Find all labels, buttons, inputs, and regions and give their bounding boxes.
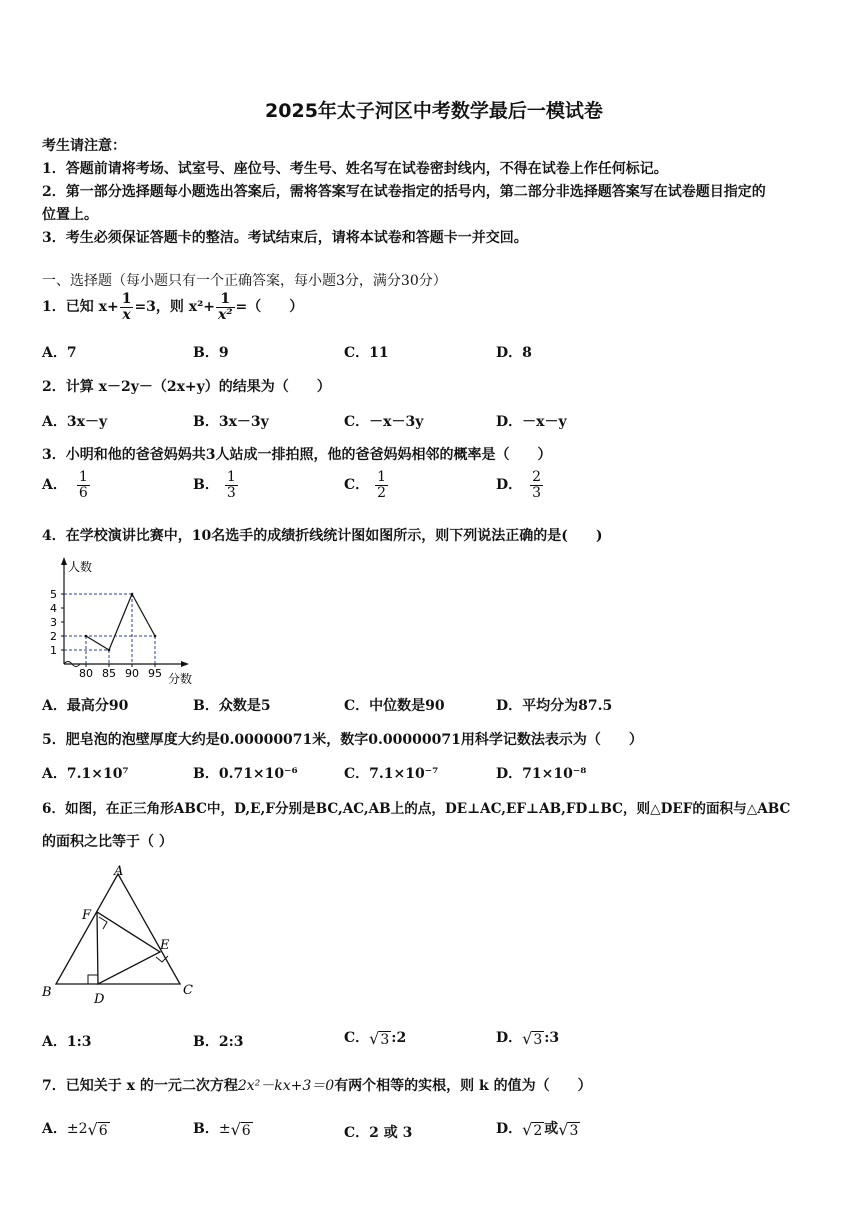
q7-option-a-prefix: ±2 [66, 1121, 88, 1137]
vertex-label-a: A [114, 864, 124, 879]
q3-option-d-num: 2 [532, 469, 542, 485]
x-axis-label: 分数 [168, 672, 193, 686]
q1-option-b[interactable]: B．9 [193, 345, 229, 361]
q2-option-d[interactable]: D．－x－y [496, 414, 567, 430]
q1-mid: =3，则 x²+ [134, 299, 216, 316]
q3-option-d-label: D． [496, 477, 523, 494]
q1-fraction-1 [120, 292, 134, 322]
vertex-label-e: E [160, 938, 170, 953]
q3-option-b-frac [225, 470, 238, 500]
q3-option-c-den: 2 [377, 484, 387, 501]
q7-suffix: 有两个相等的实根，则 k 的值为（ ） [334, 1078, 592, 1094]
q7-option-b-label: B． [193, 1121, 219, 1137]
q7-option-b-radicand: 6 [241, 1122, 251, 1139]
sqrt-3: √3 [522, 1028, 543, 1048]
q7-option-b[interactable] [193, 1118, 253, 1139]
notice-item-1: 1．答题前请将考场、试室号、座位号、考生号、姓名写在试卷密封线内，不得在试卷上作任何标记。 [42, 161, 668, 177]
data-point [85, 635, 88, 638]
question-1 [42, 292, 303, 322]
data-point [154, 635, 157, 638]
line-chart [40, 553, 210, 688]
q7-option-d-radicand-1: 2 [533, 1122, 543, 1139]
right-angle-mark-f [99, 917, 107, 929]
q4-option-a[interactable]: A．最高分90 [42, 698, 129, 714]
q7-prefix: 7．已知关于 x 的一元二次方程 [42, 1078, 238, 1094]
q3-option-a-label: A． [42, 477, 67, 494]
q7-option-a[interactable] [42, 1118, 110, 1139]
q7-equation: 2x²－kx+3＝0 [237, 1078, 335, 1094]
sqrt-6: √6 [87, 1119, 108, 1139]
q7-option-d[interactable] [496, 1118, 580, 1139]
q3-option-c-label: C． [344, 477, 370, 494]
x-tick-label: 80 [79, 667, 93, 680]
q4-option-b[interactable]: B．众数是5 [193, 698, 271, 714]
q1-frac2-num: 1 [216, 292, 234, 308]
q3-option-a-den: 6 [78, 484, 88, 501]
q1-suffix: =（ ） [235, 299, 304, 316]
q3-option-d-frac [530, 470, 543, 500]
x-tick-label: 85 [102, 667, 116, 680]
q3-option-b-den: 3 [226, 484, 236, 501]
right-angle-mark-d [88, 975, 98, 984]
q3-option-d[interactable] [496, 470, 544, 500]
vertex-label-f: F [82, 908, 92, 923]
triangle-figure [38, 862, 203, 1007]
q3-option-b[interactable] [193, 470, 239, 500]
q6-option-c-tail: :2 [391, 1030, 407, 1046]
q1-prefix: 1．已知 x+ [42, 299, 119, 316]
q3-option-c-num: 1 [377, 469, 387, 485]
y-tick-label: 4 [50, 602, 57, 615]
q6-option-d[interactable] [496, 1027, 559, 1048]
q6-option-c[interactable] [344, 1027, 406, 1048]
q7-option-d-radicand-2: 3 [569, 1122, 579, 1139]
question-7 [42, 1075, 592, 1095]
sqrt-3: √3 [369, 1028, 390, 1048]
y-tick-label: 5 [50, 588, 57, 601]
question-3: 3．小明和他的爸爸妈妈共3人站成一排拍照，他的爸爸妈妈相邻的概率是（ ） [42, 447, 552, 463]
data-point [131, 593, 134, 596]
q5-option-c[interactable]: C．7.1×10⁻⁷ [344, 766, 439, 782]
notice-heading: 考生请注意： [42, 138, 126, 154]
q5-option-b[interactable]: B．0.71×10⁻⁶ [193, 766, 298, 782]
notice-item-2: 2．第一部分选择题每小题选出答案后，需将答案写在试卷指定的括号内，第二部分非选择题答案写在试卷题目指定的 [42, 184, 766, 200]
question-5: 5．肥皂泡的泡壁厚度大约是0.00000071米，数字0.00000071用科学记数法表示为（ ） [42, 732, 643, 748]
page-title: 2025年太子河区中考数学最后一模试卷 [265, 100, 603, 122]
q1-option-c[interactable]: C．11 [344, 345, 389, 361]
q7-option-b-prefix: ± [218, 1121, 231, 1137]
q3-option-a-frac [77, 470, 90, 500]
q6-option-b[interactable]: B．2:3 [193, 1034, 244, 1050]
q3-option-c-frac [375, 470, 388, 500]
q7-option-a-label: A． [42, 1121, 67, 1137]
x-tick-label: 90 [125, 667, 139, 680]
question-6-line-1: 6．如图，在正三角形ABC中，D,E,F分别是BC,AC,AB上的点，DE⊥AC,EF⊥AB,FD⊥BC，则△DEF的面积与△ABC [42, 801, 791, 817]
vertex-label-b: B [42, 985, 52, 1000]
q1-fraction-2 [216, 292, 234, 322]
q1-frac2-den: x² [218, 306, 233, 323]
notice-item-3: 3．考生必须保证答题卡的整洁。考试结束后，请将本试卷和答题卡一并交回。 [42, 230, 528, 246]
notice-item-2-cont: 位置上。 [42, 207, 98, 223]
triangle-abc [56, 874, 180, 984]
x-axis-arrow [181, 661, 189, 667]
vertex-label-d: D [94, 992, 105, 1007]
data-point [108, 649, 111, 652]
q3-option-b-label: B． [193, 477, 219, 494]
q3-option-a[interactable] [42, 470, 91, 500]
q7-option-c[interactable]: C．2 或 3 [344, 1125, 413, 1141]
q6-option-c-radicand: 3 [380, 1031, 390, 1048]
question-6-line-2: 的面积之比等于（ ） [42, 834, 173, 850]
q3-option-b-num: 1 [226, 469, 236, 485]
q7-option-d-label: D． [496, 1121, 523, 1137]
q2-option-c[interactable]: C．－x－3y [344, 414, 424, 430]
series-line [86, 594, 155, 650]
y-tick-label: 2 [50, 630, 57, 643]
q3-option-d-den: 3 [532, 484, 542, 501]
q7-option-d-mid: 或 [544, 1121, 559, 1137]
sqrt-6: √6 [230, 1119, 251, 1139]
q5-option-d[interactable]: D．71×10⁻⁸ [496, 766, 587, 782]
x-tick-label: 95 [148, 667, 162, 680]
y-axis-arrow [61, 557, 67, 565]
sqrt-2: √2 [522, 1119, 543, 1139]
q1-option-a[interactable]: A．7 [42, 345, 77, 361]
q6-option-c-label: C． [344, 1030, 370, 1046]
y-tick-label: 1 [50, 644, 57, 657]
sqrt-3: √3 [558, 1119, 579, 1139]
q3-option-a-num: 1 [78, 469, 88, 485]
vertex-label-c: C [183, 983, 193, 998]
q7-option-a-radicand: 6 [98, 1122, 108, 1139]
q1-frac1-den: x [122, 306, 131, 323]
q2-option-b[interactable]: B．3x－3y [193, 414, 269, 430]
q4-option-c[interactable]: C．中位数是90 [344, 698, 445, 714]
q4-option-d[interactable]: D．平均分为87.5 [496, 698, 613, 714]
q6-option-d-radicand: 3 [533, 1031, 543, 1048]
q2-option-a[interactable]: A．3x－y [42, 414, 108, 430]
q6-option-a[interactable]: A．1:3 [42, 1034, 92, 1050]
q1-option-d[interactable]: D．8 [496, 345, 532, 361]
section-heading: 一、选择题（每小题只有一个正确答案，每小题3分，满分30分） [42, 273, 447, 289]
y-tick-label: 3 [50, 616, 57, 629]
question-2: 2．计算 x－2y－（2x+y）的结果为（ ） [42, 379, 331, 395]
q6-option-d-label: D． [496, 1030, 523, 1046]
q1-frac1-num: 1 [121, 291, 132, 307]
question-4: 4．在学校演讲比赛中，10名选手的成绩折线统计图如图所示，则下列说法正确的是( ) [42, 528, 603, 544]
q6-option-d-tail: :3 [544, 1030, 560, 1046]
y-axis-label: 人数 [68, 560, 93, 574]
q5-option-a[interactable]: A．7.1×10⁷ [42, 766, 129, 782]
q3-option-c[interactable] [344, 470, 389, 500]
